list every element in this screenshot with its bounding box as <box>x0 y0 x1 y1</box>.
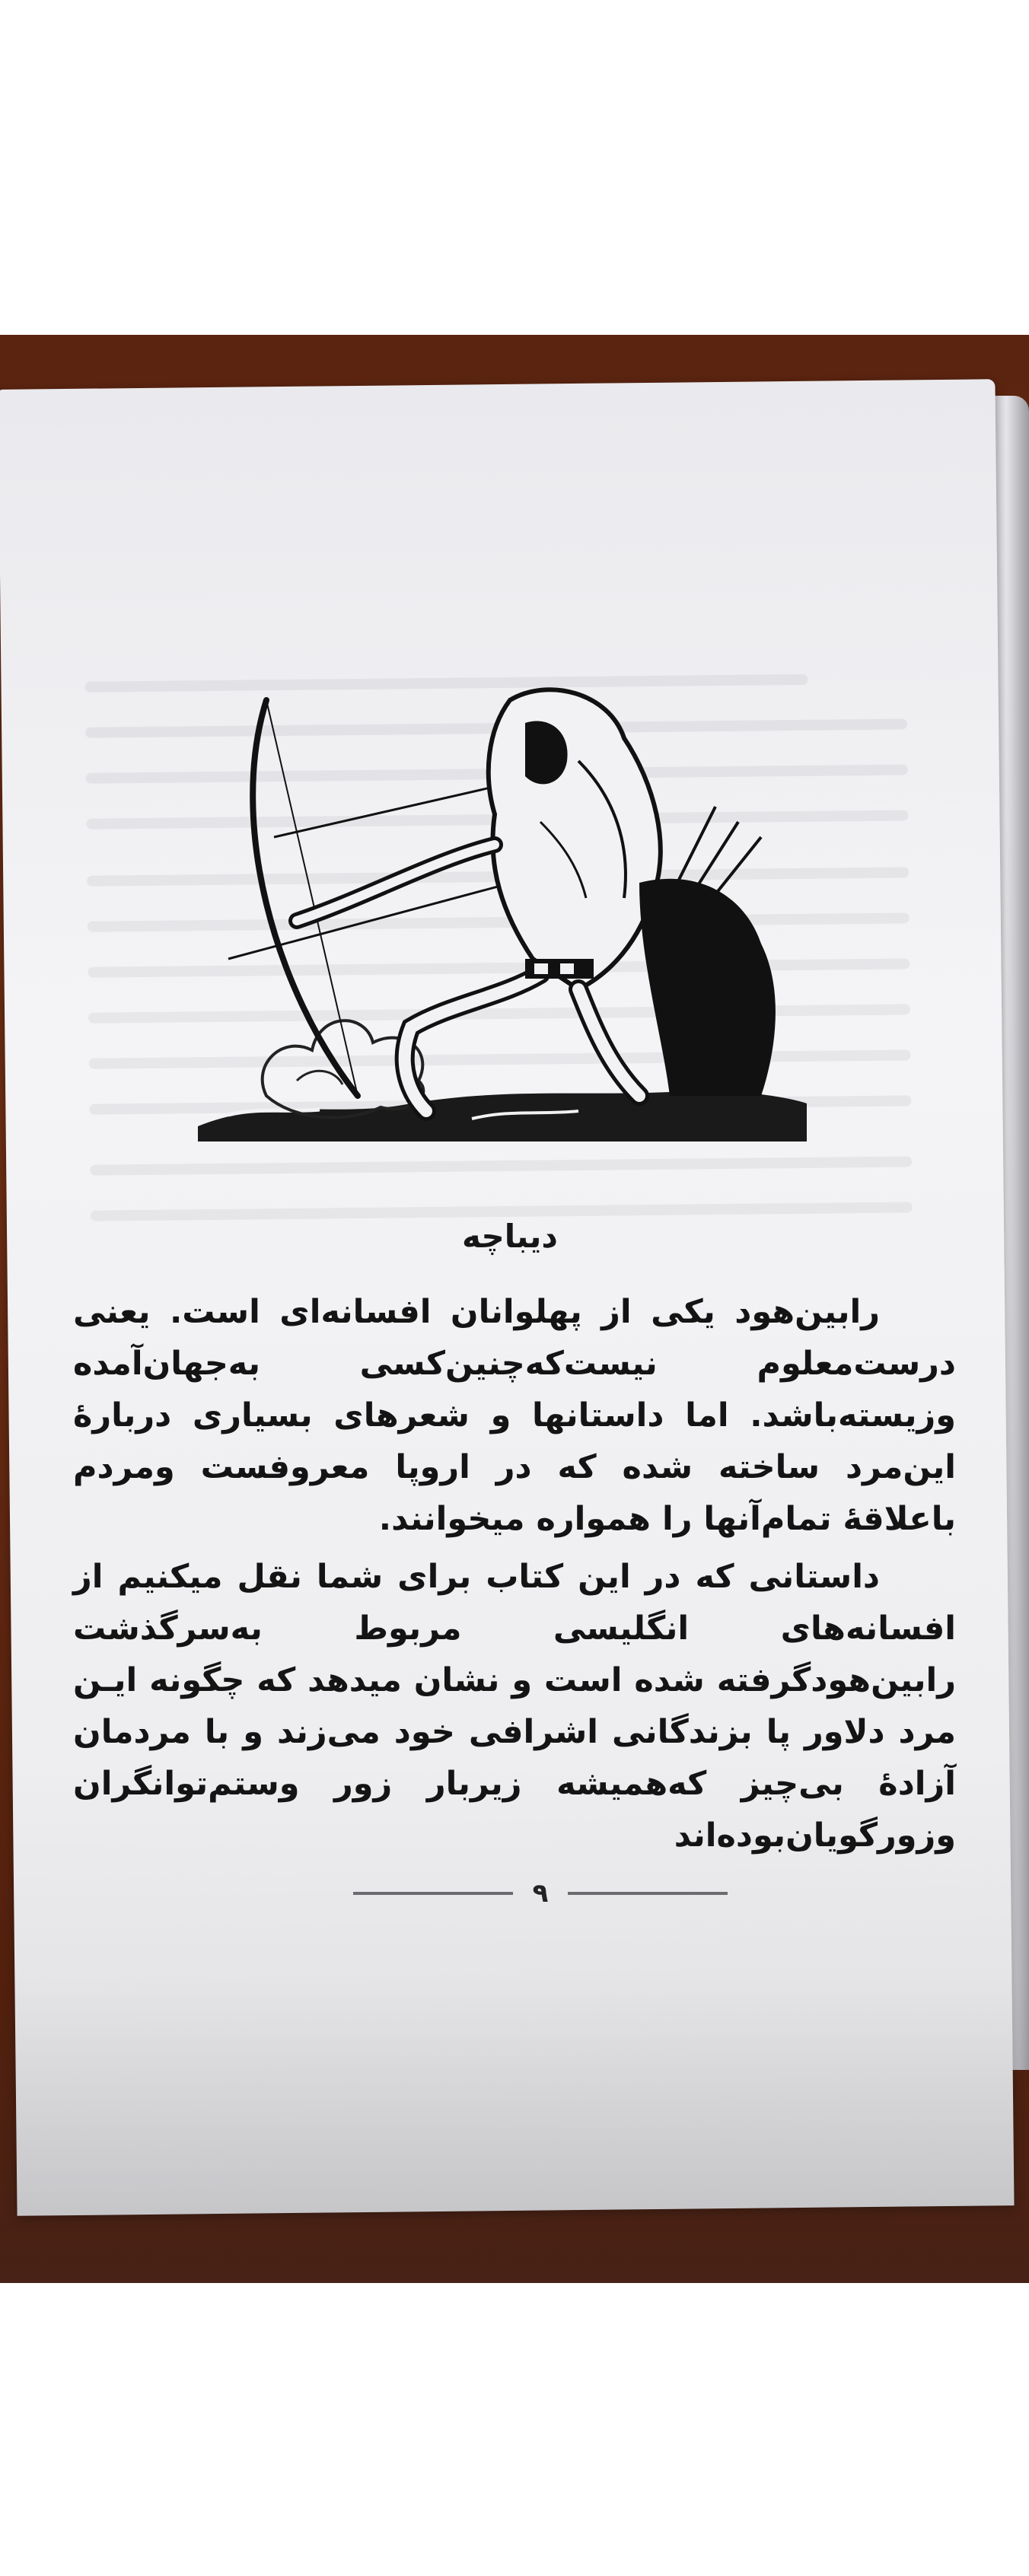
chapter-title: دیباچه <box>462 1218 558 1255</box>
footer-rule <box>568 1892 728 1895</box>
paragraph: داستانی که در این کتاب برای شما نقل میکنیم از افسانه‌های انگلیسی مربوط به‌سرگذشت رابین‌هودگرفته شده است و نشان میدهد که چگونه ایـن مرد دلاور پا بزندگانی اشرافی خود می‌زند و با مردمان آزادهٔ بی‌چیز که‌همیشه زیربار زور وستم‌توانگران وزورگویان‌بوده‌اند <box>73 1558 956 1855</box>
body-text <box>73 1286 956 1861</box>
archer-drawing-bow-illustration <box>183 670 822 1157</box>
paragraph: رابین‌هود یکی از پهلوانان افسانه‌ای است. یعنی درست‌معلوم نیست‌که‌چنین‌کسی به‌جهان‌آمده وزیسته‌باشد. اما داستانها و شعرهای بسیاری دربارهٔ این‌مرد ساخته شده که در اروپا معروفست ومردم باعلاقهٔ تمام‌آنها را همواره میخوانند. <box>73 1293 956 1538</box>
page-footer <box>335 1878 746 1909</box>
show-through-line <box>90 1156 912 1175</box>
footer-rule <box>353 1892 513 1895</box>
page-number: ۹ <box>532 1878 549 1909</box>
